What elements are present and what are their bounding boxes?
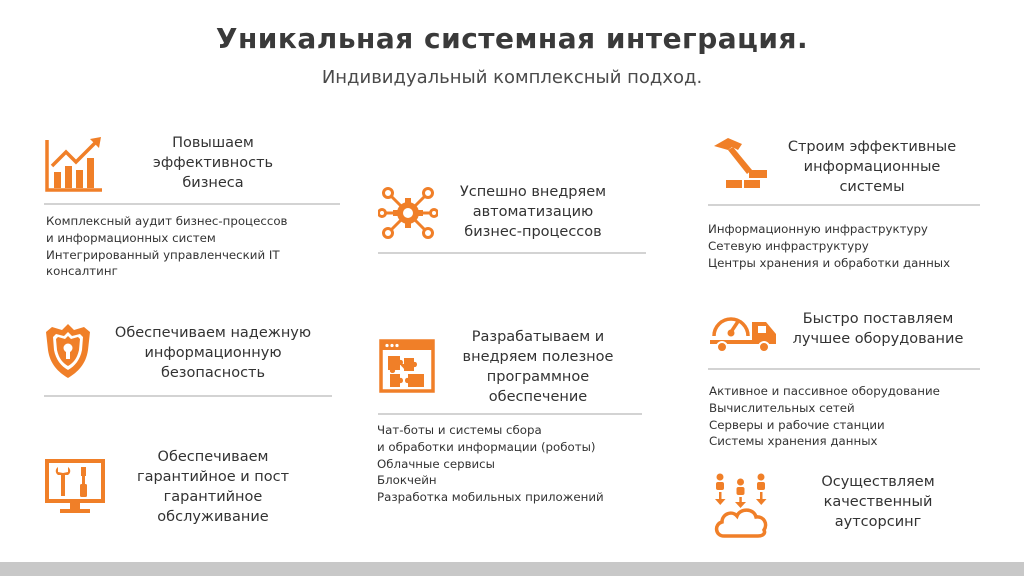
center-block2-list xyxy=(377,422,604,506)
left-block1-heading: Повышаем эффективность бизнеса xyxy=(152,135,274,191)
right-block1-divider xyxy=(708,204,980,206)
page-subtitle: Индивидуальный комплексный подход. xyxy=(321,67,703,88)
right-block2-divider xyxy=(708,368,980,370)
page-title: Уникальная системная интеграция. xyxy=(215,22,809,55)
footer-bar xyxy=(0,562,1024,576)
software-puzzle-icon xyxy=(378,338,436,394)
right-block2-heading: Быстро поставляем лучшее оборудование xyxy=(792,311,964,347)
list-item: Блокчейн xyxy=(377,473,437,488)
right-block2-list xyxy=(709,383,940,450)
list-item: Разработка мобильных приложений xyxy=(377,490,604,505)
delivery-truck-icon xyxy=(708,302,780,354)
left-block3-heading: Обеспечиваем гарантийное и пост гарантийное обслуживание xyxy=(136,449,290,525)
left-block1-divider xyxy=(44,203,340,205)
center-block2-divider xyxy=(378,413,642,415)
list-item: и информационных систем xyxy=(46,230,216,245)
monitor-tools-icon xyxy=(44,458,106,516)
list-item: и обработки информации (роботы) xyxy=(377,439,596,454)
outsourcing-cloud-icon xyxy=(710,472,772,540)
left-block2-heading: Обеспечиваем надежную информационную безопасность xyxy=(114,325,312,381)
list-item: Вычислительных сетей xyxy=(709,400,855,415)
list-item: Сетевую инфраструктуру xyxy=(708,238,869,253)
right-block3-heading: Осуществляем качественный аутсорсинг xyxy=(821,474,935,530)
left-block2-divider xyxy=(44,395,332,397)
right-block1-list xyxy=(708,221,950,271)
list-item: Системы хранения данных xyxy=(709,434,878,449)
list-item: консалтинг xyxy=(46,264,118,279)
list-item: Облачные сервисы xyxy=(377,456,495,471)
hammer-bricks-icon xyxy=(708,136,772,194)
left-block1-list xyxy=(46,213,288,280)
list-item: Чат-боты и системы сбора xyxy=(377,423,542,437)
automation-gear-icon xyxy=(378,185,438,241)
list-item: Серверы и рабочие станции xyxy=(709,417,885,432)
list-item: Интегрированный управленческий IT xyxy=(46,247,280,262)
right-block1-heading: Строим эффективные информационные системы xyxy=(787,139,957,195)
list-item: Комплексный аудит бизнес-процессов xyxy=(46,214,288,228)
list-item: Активное и пассивное оборудование xyxy=(709,384,940,398)
list-item: Информационную инфраструктуру xyxy=(708,222,928,236)
growth-chart-icon xyxy=(44,136,104,194)
center-block1-divider xyxy=(378,252,646,254)
list-item: Центры хранения и обработки данных xyxy=(708,255,951,270)
shield-lock-icon xyxy=(44,322,92,380)
center-block2-heading: Разрабатываем и внедряем полезное программное обеспечение xyxy=(462,329,614,405)
center-block1-heading: Успешно внедряем автоматизацию бизнес-процессов xyxy=(459,184,607,240)
